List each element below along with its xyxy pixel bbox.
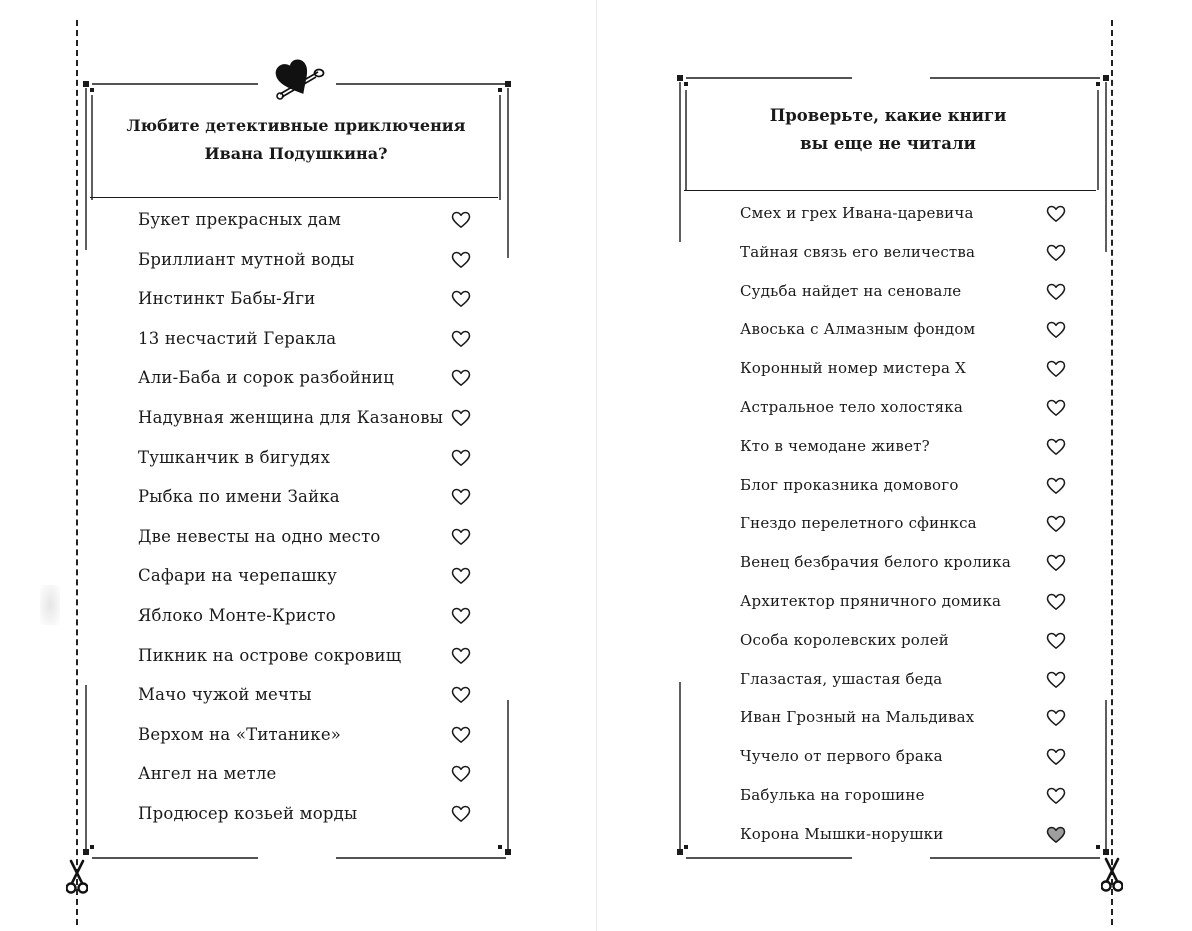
book-title: 13 несчастий Геракла xyxy=(138,328,337,348)
book-list-item xyxy=(740,825,1080,864)
book-list-item xyxy=(740,786,1080,825)
book-title: Особа королевских ролей xyxy=(740,630,949,649)
book-title: Тушканчик в бигудях xyxy=(138,447,331,467)
book-list-item xyxy=(138,804,478,844)
book-list-item xyxy=(138,250,478,290)
book-title: Мачо чужой мечты xyxy=(138,685,312,705)
book-list-item xyxy=(138,606,478,646)
book-list-item xyxy=(740,747,1080,786)
left-heading-line-2: Ивана Подушкина? xyxy=(204,144,388,163)
heart-outline-icon[interactable] xyxy=(1046,593,1066,611)
heart-outline-icon[interactable] xyxy=(451,251,471,269)
heart-outline-icon[interactable] xyxy=(451,726,471,744)
book-list-item xyxy=(740,282,1080,321)
book-list-item xyxy=(138,566,478,606)
heart-outline-icon[interactable] xyxy=(1046,709,1066,727)
heart-outline-icon[interactable] xyxy=(451,488,471,506)
book-list-item xyxy=(138,448,478,488)
book-list-item xyxy=(740,476,1080,515)
book-list-item xyxy=(138,527,478,567)
book-title: Чучело от первого брака xyxy=(740,747,943,766)
heart-outline-icon[interactable] xyxy=(451,805,471,823)
book-list-item xyxy=(740,320,1080,359)
book-title: Бабулька на горошине xyxy=(740,785,925,804)
heart-filled-icon[interactable] xyxy=(1046,826,1066,844)
book-title: Иван Грозный на Мальдивах xyxy=(740,708,975,727)
heart-outline-icon[interactable] xyxy=(451,567,471,585)
book-title: Продюсер козьей морды xyxy=(138,803,358,823)
heart-outline-icon[interactable] xyxy=(1046,360,1066,378)
book-title: Инстинкт Бабы-Яги xyxy=(138,289,316,309)
book-list-item xyxy=(740,398,1080,437)
book-title: Бриллиант мутной воды xyxy=(138,249,355,269)
heart-outline-icon[interactable] xyxy=(451,211,471,229)
heart-outline-icon[interactable] xyxy=(1046,632,1066,650)
heart-outline-icon[interactable] xyxy=(451,607,471,625)
book-list-item xyxy=(740,631,1080,670)
heart-outline-icon[interactable] xyxy=(1046,671,1066,689)
book-title: Гнездо перелетного сфинкса xyxy=(740,514,977,533)
book-list-item xyxy=(138,646,478,686)
book-title: Надувная женщина для Казановы xyxy=(138,407,444,427)
heart-outline-icon[interactable] xyxy=(1046,321,1066,339)
book-title: Архитектор пряничного домика xyxy=(740,591,1002,610)
book-list-item xyxy=(138,725,478,765)
heart-safety-pin-icon xyxy=(272,56,328,102)
book-title: Ангел на метле xyxy=(138,764,277,784)
book-title: Верхом на «Титанике» xyxy=(138,724,342,744)
right-heading-line-1: Проверьте, какие книги xyxy=(769,106,1007,125)
book-list-item xyxy=(740,553,1080,592)
right-heading-rule xyxy=(684,190,1096,191)
heart-outline-icon[interactable] xyxy=(1046,283,1066,301)
heart-outline-icon[interactable] xyxy=(451,409,471,427)
book-title: Пикник на острове сокровищ xyxy=(138,645,402,665)
book-title: Яблоко Монте-Кристо xyxy=(138,605,336,625)
book-list-item xyxy=(740,204,1080,243)
heart-outline-icon[interactable] xyxy=(451,686,471,704)
heart-outline-icon[interactable] xyxy=(1046,477,1066,495)
book-list-item xyxy=(138,764,478,804)
heart-outline-icon[interactable] xyxy=(451,528,471,546)
book-title: Коронный номер мистера Х xyxy=(740,359,966,378)
book-list-item xyxy=(138,408,478,448)
heart-outline-icon[interactable] xyxy=(1046,438,1066,456)
book-list-item xyxy=(138,289,478,329)
book-list-item xyxy=(138,685,478,725)
heart-outline-icon[interactable] xyxy=(1046,554,1066,572)
book-title: Тайная связь его величества xyxy=(740,242,976,261)
book-title: Кто в чемодане живет? xyxy=(740,436,930,455)
book-title: Рыбка по имени Зайка xyxy=(138,487,340,507)
heart-outline-icon[interactable] xyxy=(451,369,471,387)
book-list-item xyxy=(740,514,1080,553)
book-title: Глазастая, ушастая беда xyxy=(740,669,943,688)
heart-outline-icon[interactable] xyxy=(451,290,471,308)
right-book-list xyxy=(740,204,1080,864)
book-title: Корона Мышки-норушки xyxy=(740,824,944,843)
book-list-item xyxy=(138,329,478,369)
heart-outline-icon[interactable] xyxy=(1046,399,1066,417)
book-list-item xyxy=(740,437,1080,476)
book-list-item xyxy=(740,592,1080,631)
book-list-item xyxy=(138,368,478,408)
book-title: Астральное тело холостяка xyxy=(740,397,964,416)
heart-outline-icon[interactable] xyxy=(451,330,471,348)
book-list-item xyxy=(138,210,478,250)
heart-outline-icon[interactable] xyxy=(451,647,471,665)
book-title: Судьба найдет на сеновале xyxy=(740,281,962,300)
heart-outline-icon[interactable] xyxy=(1046,787,1066,805)
page-smudge xyxy=(40,585,60,625)
book-list-item xyxy=(740,243,1080,282)
book-title: Али-Баба и сорок разбойниц xyxy=(138,368,395,388)
heart-outline-icon[interactable] xyxy=(1046,748,1066,766)
heart-outline-icon[interactable] xyxy=(451,765,471,783)
left-heading-line-1: Любите детективные приключения xyxy=(126,116,466,135)
book-title: Сафари на черепашку xyxy=(138,566,338,586)
right-heading-line-2: вы еще не читали xyxy=(800,134,976,153)
book-list-item xyxy=(138,487,478,527)
left-page-heading xyxy=(96,112,496,168)
book-title: Блог проказника домового xyxy=(740,475,959,494)
heart-outline-icon[interactable] xyxy=(1046,515,1066,533)
right-page-heading xyxy=(688,102,1088,158)
book-list-item xyxy=(740,359,1080,398)
book-title: Букет прекрасных дам xyxy=(138,210,342,229)
book-title: Авоська с Алмазным фондом xyxy=(740,320,976,339)
book-title: Две невесты на одно место xyxy=(138,526,381,546)
heart-outline-icon[interactable] xyxy=(451,449,471,467)
heart-outline-icon[interactable] xyxy=(1046,205,1066,223)
book-list-item xyxy=(740,708,1080,747)
heart-outline-icon[interactable] xyxy=(1046,244,1066,262)
book-title: Венец безбрачия белого кролика xyxy=(740,553,1011,572)
book-title: Смех и грех Ивана-царевича xyxy=(740,204,974,222)
book-list-item xyxy=(740,670,1080,709)
left-heading-rule xyxy=(90,197,498,198)
left-book-list xyxy=(138,210,478,844)
